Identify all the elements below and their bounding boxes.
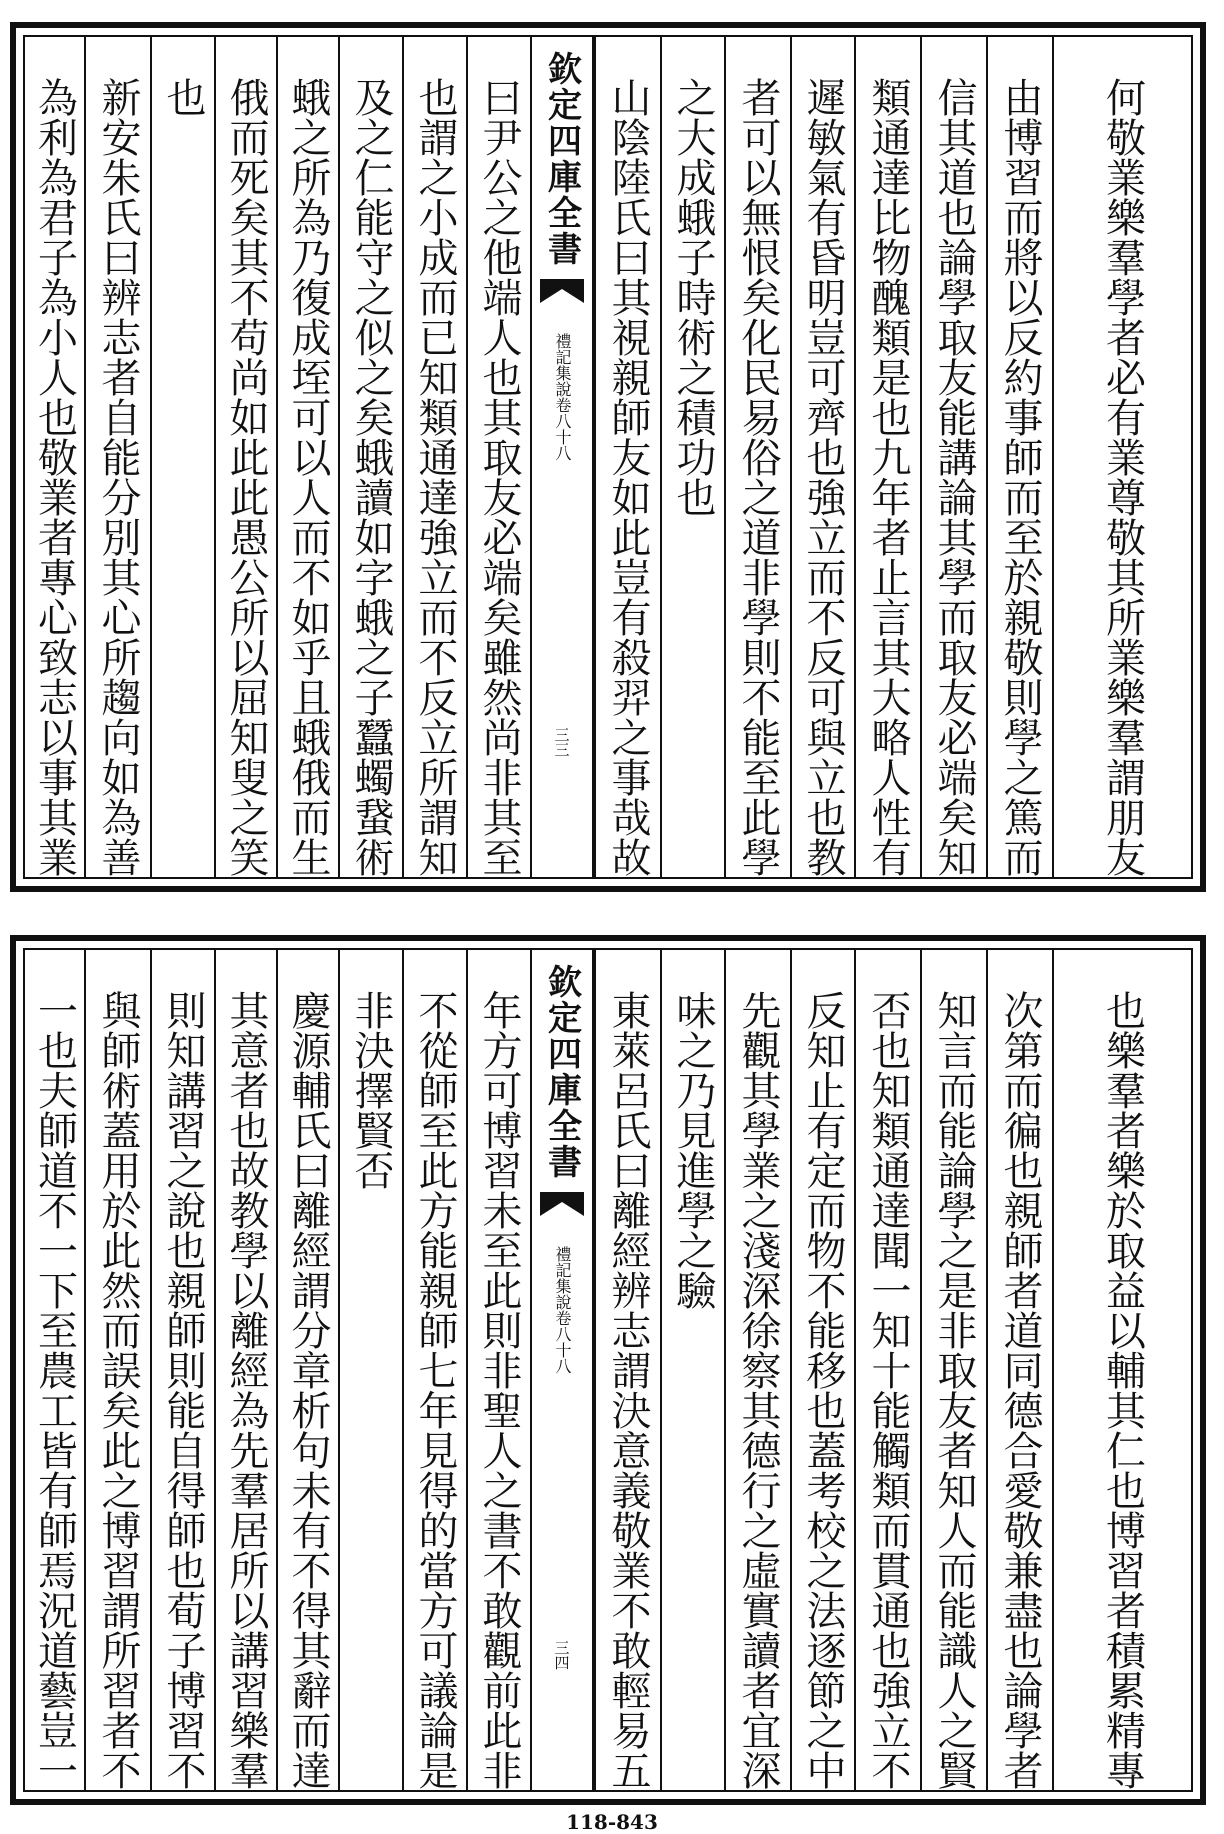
text-column: 為利為君子為小人也敬業者專心致志以事其業 [31, 77, 78, 877]
top-page [10, 22, 1206, 892]
top-left-col-7 [84, 37, 150, 877]
center-volume: 卷八十八 [553, 1310, 572, 1374]
text-column: 曰尹公之他端人也其取友必端矣雖然尚非其至 [476, 77, 522, 877]
bottom-right-col-4 [854, 950, 920, 1790]
top-left-col-2 [402, 37, 466, 877]
bottom-right-col-8 [594, 950, 660, 1790]
top-left-col-8 [25, 37, 84, 877]
bottom-left-col-8 [25, 950, 84, 1790]
center-title: 欽定四庫全書 [541, 964, 582, 1180]
top-right-col-2 [986, 37, 1052, 877]
text-column: 不從師至此方能親師七年見得的當方可議論是 [412, 990, 458, 1790]
fishtail-ornament-icon [540, 1192, 584, 1216]
top-right-col-5 [790, 37, 854, 877]
top-right-col-8 [594, 37, 660, 877]
text-column: 味之乃見進學之驗 [670, 990, 716, 1310]
text-column: 信其道也論學取友能講論其學而取友必端矣知 [931, 77, 977, 877]
bottom-left-col-3 [338, 950, 402, 1790]
text-column: 一也夫師道不一下至農工皆有師焉況道藝豈一 [31, 990, 78, 1790]
bottom-left-col-1 [466, 950, 530, 1790]
text-column: 年方可博習未至此則非聖人之書不敢觀前此非 [476, 990, 522, 1790]
bottom-left-col-6 [150, 950, 214, 1790]
text-column: 東萊呂氏曰離經辨志謂決意義敬業不敢輕易五 [605, 990, 651, 1790]
bottom-right-col-6 [724, 950, 790, 1790]
text-column: 遲敏氣有昏明豈可齊也強立而不反可與立也教 [800, 77, 846, 877]
top-left-col-3 [338, 37, 402, 877]
top-right-col-1 [1052, 37, 1191, 877]
top-left-col-1 [466, 37, 530, 877]
text-column: 者可以無恨矣化民易俗之道非學則不能至此學 [735, 77, 781, 877]
fishtail-ornament-icon [540, 279, 584, 303]
text-column: 知言而能論學之是非取友者知人而能識人之賢 [931, 990, 977, 1790]
bottom-center-column [530, 950, 594, 1790]
bottom-right-col-5 [790, 950, 854, 1790]
text-column: 反知止有定而物不能移也蓋考校之法逐節之中 [800, 990, 846, 1790]
footer-page-number: 118-843 [566, 1810, 658, 1834]
text-column: 由博習而將以反約事師而至於親敬則學之篤而 [997, 77, 1043, 877]
text-column: 也 [160, 77, 206, 117]
bottom-right-col-7 [660, 950, 724, 1790]
text-column: 非決擇賢否 [348, 990, 394, 1190]
bottom-page-frame [23, 948, 1193, 1792]
text-column: 蛾之所為乃復成垤可以人而不如乎且蛾俄而生 [285, 77, 331, 877]
top-right-col-7 [660, 37, 724, 877]
text-column: 及之仁能守之似之矣蛾讀如字蛾之子蠶蠋䖸術 [348, 77, 394, 877]
text-column: 與師術蓋用於此然而誤矣此之博習謂所習者不 [95, 990, 141, 1790]
text-column: 否也知類通達聞一知十能觸類而貫通也強立不 [865, 990, 911, 1790]
bottom-right-col-1 [1052, 950, 1191, 1790]
text-column: 也樂羣者樂於取益以輔其仁也博習者積累精專 [1099, 990, 1146, 1790]
text-column: 之大成蛾子時術之積功也 [670, 77, 716, 517]
bottom-page [10, 935, 1206, 1805]
top-right-col-4 [854, 37, 920, 877]
text-column: 其意者也故教學以離經為先羣居所以講習樂羣 [223, 990, 269, 1790]
text-column: 山陰陸氏曰其視親師友如此豈有殺羿之事哉故 [605, 77, 651, 877]
top-right-col-6 [724, 37, 790, 877]
text-column: 次第而徧也親師者道同德合愛敬兼盡也論學者 [997, 990, 1043, 1790]
center-book-name: 禮記集說 [553, 333, 572, 397]
center-page-number: 三四 [552, 1640, 571, 1670]
top-left-col-6 [150, 37, 214, 877]
center-page-number: 三三 [552, 727, 571, 757]
text-column: 俄而死矣其不苟尚如此此愚公所以屈知叟之笑 [223, 77, 269, 877]
bottom-left-col-7 [84, 950, 150, 1790]
text-column: 何敬業樂羣學者必有業尊敬其所業樂羣謂朋友 [1099, 77, 1146, 877]
text-column: 則知講習之說也親師則能自得師也荀子博習不 [160, 990, 206, 1790]
center-volume: 卷八十八 [553, 397, 572, 461]
text-column: 也謂之小成而已知類通達強立而不反立所謂知 [412, 77, 458, 877]
bottom-left-col-2 [402, 950, 466, 1790]
center-title: 欽定四庫全書 [541, 51, 582, 267]
bottom-left-col-5 [214, 950, 276, 1790]
top-page-frame [23, 35, 1193, 879]
text-column: 慶源輔氏曰離經謂分章析句未有不得其辭而達 [285, 990, 331, 1790]
top-left-col-5 [214, 37, 276, 877]
bottom-right-col-3 [920, 950, 986, 1790]
text-column: 先觀其學業之淺深徐察其德行之虛實讀者宜深 [735, 990, 781, 1790]
text-column: 類通達比物醜類是也九年者止言其大略人性有 [865, 77, 911, 877]
top-left-col-4 [276, 37, 338, 877]
top-center-column [530, 37, 594, 877]
bottom-right-col-2 [986, 950, 1052, 1790]
center-book-name: 禮記集說 [553, 1246, 572, 1310]
top-right-col-3 [920, 37, 986, 877]
text-column: 新安朱氏曰辨志者自能分別其心所趨向如為善 [95, 77, 141, 877]
bottom-left-col-4 [276, 950, 338, 1790]
